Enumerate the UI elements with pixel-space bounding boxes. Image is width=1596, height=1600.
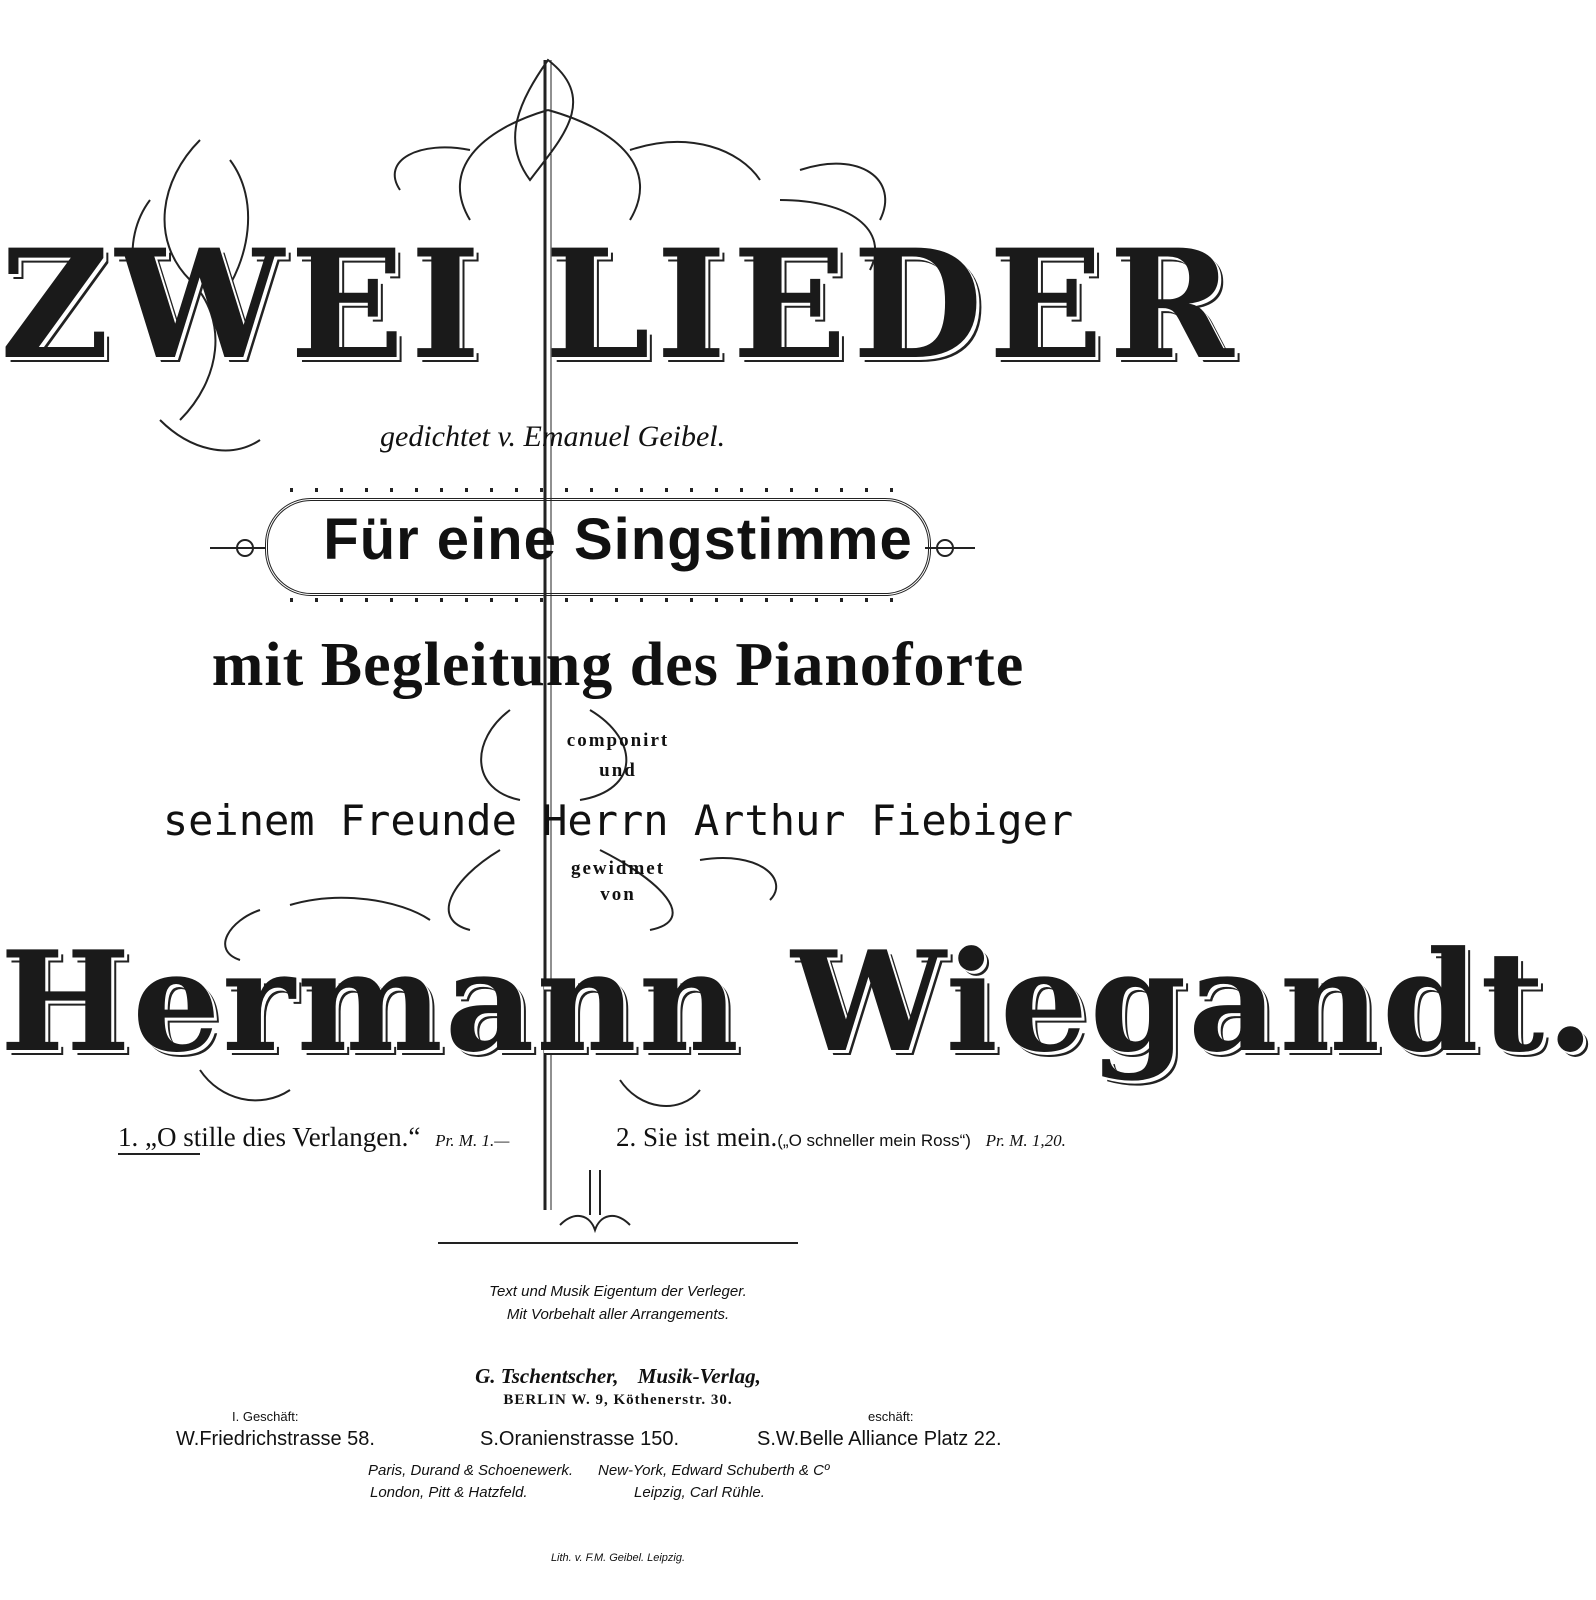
von-label: von (600, 884, 636, 905)
song-price: Pr. M. 1.— (435, 1131, 510, 1150)
poet-credit: gedichtet v. Emanuel Geibel. (380, 420, 726, 453)
rights-line-1: Text und Musik Eigentum der Verleger. (489, 1283, 747, 1300)
composer-name: Hermann Wiegandt. (0, 920, 1596, 1083)
agent-leipzig: Leipzig, Carl Rühle. (634, 1484, 765, 1501)
gewidmet-label: gewidmet (570, 858, 666, 879)
song-number: 1. (118, 1122, 139, 1152)
und-label: und (599, 760, 637, 781)
branch-address-3: S.W.Belle Alliance Platz 22. (757, 1428, 1002, 1450)
agent-london: London, Pitt & Hatzfeld. (370, 1484, 528, 1501)
publisher-line (0, 1364, 1236, 1389)
agent-newyork: New-York, Edward Schuberth & Cº (598, 1462, 830, 1479)
song-title: „O stille dies Verlangen.“ (145, 1122, 421, 1152)
branch-address-1: W.Friedrichstrasse 58. (176, 1428, 375, 1450)
accompaniment-label: mit Begleitung des Pianoforte (211, 631, 1025, 699)
lithographer-credit: Lith. v. F.M. Geibel. Leipzig. (550, 1552, 686, 1564)
song-entry-2 (616, 1122, 1066, 1153)
song-title: Sie ist mein. (643, 1122, 778, 1152)
branch-label-right: eschäft: (868, 1409, 914, 1424)
song-entry-1 (118, 1122, 509, 1153)
voice-label: Für eine Singstimme (323, 507, 913, 572)
publisher-type: Musik-Verlag, (637, 1364, 761, 1388)
song-number: 2. (616, 1122, 637, 1152)
publisher-name: G. Tschentscher, (475, 1364, 619, 1388)
title-block (0, 217, 1240, 393)
mid-flourish (481, 710, 520, 800)
branch-address-2: S.Oranienstrasse 150. (480, 1428, 679, 1450)
bottom-emblem (590, 1170, 600, 1215)
song-subtitle: („O schneller mein Ross“) (777, 1131, 971, 1150)
page-title: ZWEI LIEDER (0, 217, 1240, 393)
divider-rule (438, 1242, 798, 1244)
song-price: Pr. M. 1,20. (985, 1131, 1066, 1150)
componirt-label: componirt (566, 730, 670, 751)
publisher-address: BERLIN W. 9, Köthenerstr. 30. (503, 1392, 733, 1408)
dedication-line: seinem Freunde Herrn Arthur Fiebiger (162, 796, 1074, 845)
branch-label-left: I. Geschäft: (232, 1409, 299, 1424)
rights-line-2: Mit Vorbehalt aller Arrangements. (506, 1306, 730, 1323)
agent-paris: Paris, Durand & Schoenewerk. (368, 1462, 574, 1479)
